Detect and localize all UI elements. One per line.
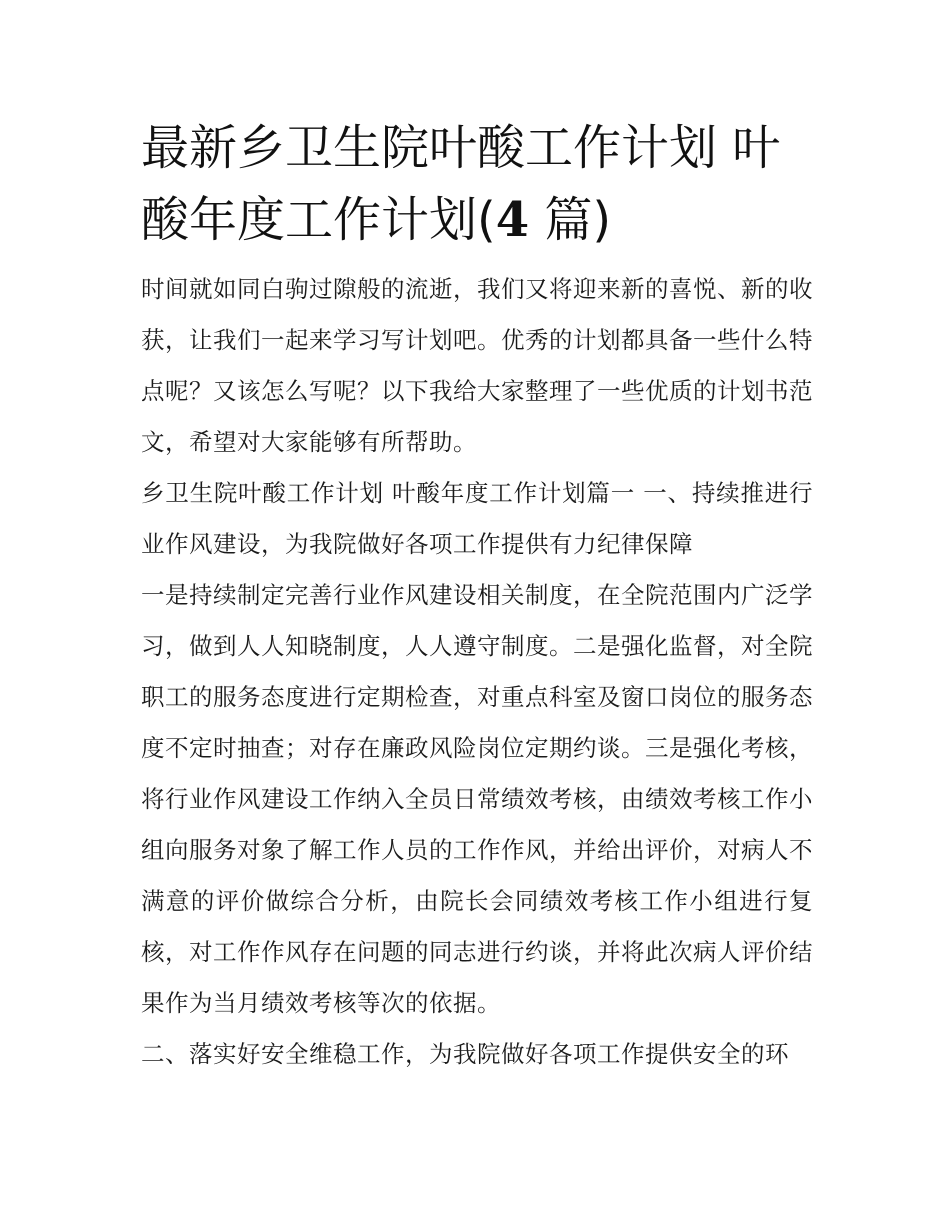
- intro-paragraph: 时间就如同白驹过隙般的流逝，我们又将迎来新的喜悦、新的收获，让我们一起来学习写计划吧。优秀的计划都具备一些什么特点呢？又该怎么写呢？以下我给大家整理了一些优质的计划书范文，希望对大家能够有所帮助。: [141, 275, 813, 456]
- section-heading-paragraph: 乡卫生院叶酸工作计划 叶酸年度工作计划篇一 一、持续推进行业作风建设，为我院做好各项工作提供有力纪律保障: [141, 479, 813, 558]
- title-suffix: 篇): [529, 192, 612, 248]
- document-body: [141, 112, 813, 1080]
- document-title: [141, 112, 813, 256]
- section-two-paragraph: 二、落实好安全维稳工作，为我院做好各项工作提供安全的环: [141, 1040, 789, 1068]
- body-paragraph: 一是持续制定完善行业作风建设相关制度，在全院范围内广泛学习，做到人人知晓制度，人人遵守制度。二是强化监督，对全院职工的服务态度进行定期检查，对重点科室及窗口岗位的服务态度不定时抽查；对存在廉政风险岗位定期约谈。三是强化考核，将行业作风建设工作纳入全员日常绩效考核，由绩效考核工作小组向服务对象了解工作人员的工作作风，并给出评价，对病人不满意的评价做综合分析，由院长会同绩效考核工作小组进行复核，对工作作风存在问题的同志进行约谈，并将此次病人评价结果作为当月绩效考核等次的依据。: [141, 581, 813, 1017]
- title-count: 4: [495, 192, 530, 248]
- title-text: 最新乡卫生院叶酸工作计划 叶酸年度工作计划(: [141, 120, 781, 248]
